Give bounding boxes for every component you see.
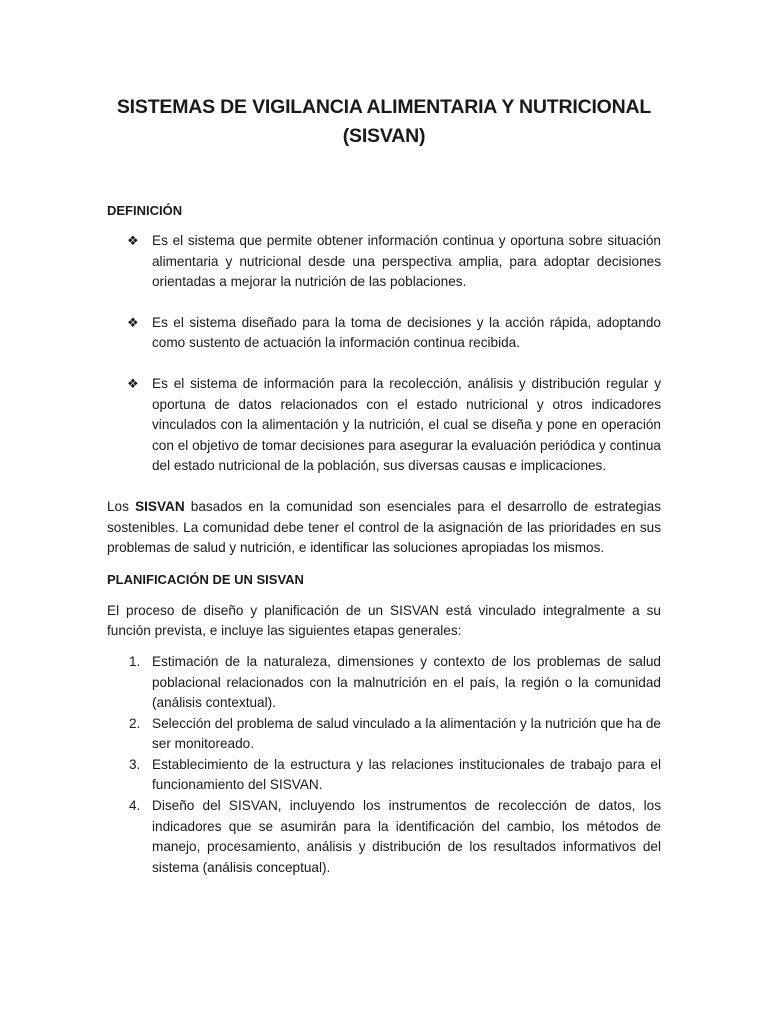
diamond-bullet-icon: ❖ bbox=[127, 375, 139, 391]
step-text: Estimación de la naturaleza, dimensiones y contexto de los problemas de salud poblacional relacionados con la malnutrición en el país, la región o la comunidad (análisis contextual). bbox=[152, 653, 661, 711]
community-paragraph bbox=[107, 497, 661, 559]
step-number: 1. bbox=[129, 653, 141, 669]
definition-item bbox=[107, 374, 661, 477]
step-text: Selección del problema de salud vinculado a la alimentación y la nutrición que ha de ser monitoreado. bbox=[152, 715, 661, 752]
step-number: 4. bbox=[129, 798, 141, 814]
step-text: Establecimiento de la estructura y las relaciones institucionales de trabajo para el funcionamiento del SISVAN. bbox=[152, 756, 661, 793]
planning-steps-list bbox=[107, 652, 661, 879]
community-rest: basados en la comunidad son esenciales para el desarrollo de estrategias sostenibles. La comunidad debe tener el control de la asignación de las prioridades en sus problemas de salud y nutrición, e identificar las soluciones apropiadas los mismos. bbox=[107, 498, 661, 556]
diamond-bullet-icon: ❖ bbox=[127, 314, 139, 330]
definition-heading: DEFINICIÓN bbox=[107, 203, 183, 218]
planning-step bbox=[107, 652, 661, 714]
community-bold-term: SISVAN bbox=[135, 498, 185, 514]
planning-step bbox=[107, 796, 661, 878]
definition-list bbox=[107, 231, 661, 477]
definition-item bbox=[107, 313, 661, 354]
definition-item bbox=[107, 231, 661, 293]
planning-intro: El proceso de diseño y planificación de un SISVAN está vinculado integralmente a su función prevista, e incluye las siguientes etapas generales: bbox=[107, 602, 661, 639]
community-prefix: Los bbox=[107, 498, 136, 514]
step-number: 3. bbox=[129, 756, 141, 772]
document-title: SISTEMAS DE VIGILANCIA ALIMENTARIA Y NUTRICIONAL (SISVAN) bbox=[116, 96, 652, 147]
diamond-bullet-icon: ❖ bbox=[127, 233, 139, 248]
step-text: Diseño del SISVAN, incluyendo los instrumentos de recolección de datos, los indicadores que se asumirán para la identificación del cambio, los métodos de manejo, procesamiento, análisis y distribución de los resultados informativos del sistema (análisis conceptual). bbox=[152, 798, 661, 875]
definition-text: Es el sistema diseñado para la toma de decisiones y la acción rápida, adoptando como sustento de actuación la información continua recibida. bbox=[152, 314, 661, 351]
planning-heading: PLANIFICACIÓN DE UN SISVAN bbox=[107, 571, 304, 587]
step-number: 2. bbox=[129, 715, 141, 731]
planning-step bbox=[107, 714, 661, 755]
definition-text: Es el sistema que permite obtener información continua y oportuna sobre situación alimentaria y nutricional desde una perspectiva amplia, para adoptar decisiones orientadas a mejorar la nutrición de las poblaciones. bbox=[152, 233, 661, 290]
planning-step bbox=[107, 755, 661, 796]
definition-text: Es el sistema de información para la recolección, análisis y distribución regular y oportuna de datos relacionados con el estado nutricional y otros indicadores vinculados con la alimentación y la nutrición, el cual se diseña y pone en operación con el objetivo de tomar decisiones para asegurar la evaluación periódica y continua del estado nutricional de la población, sus diversas causas e implicaciones. bbox=[152, 375, 661, 474]
